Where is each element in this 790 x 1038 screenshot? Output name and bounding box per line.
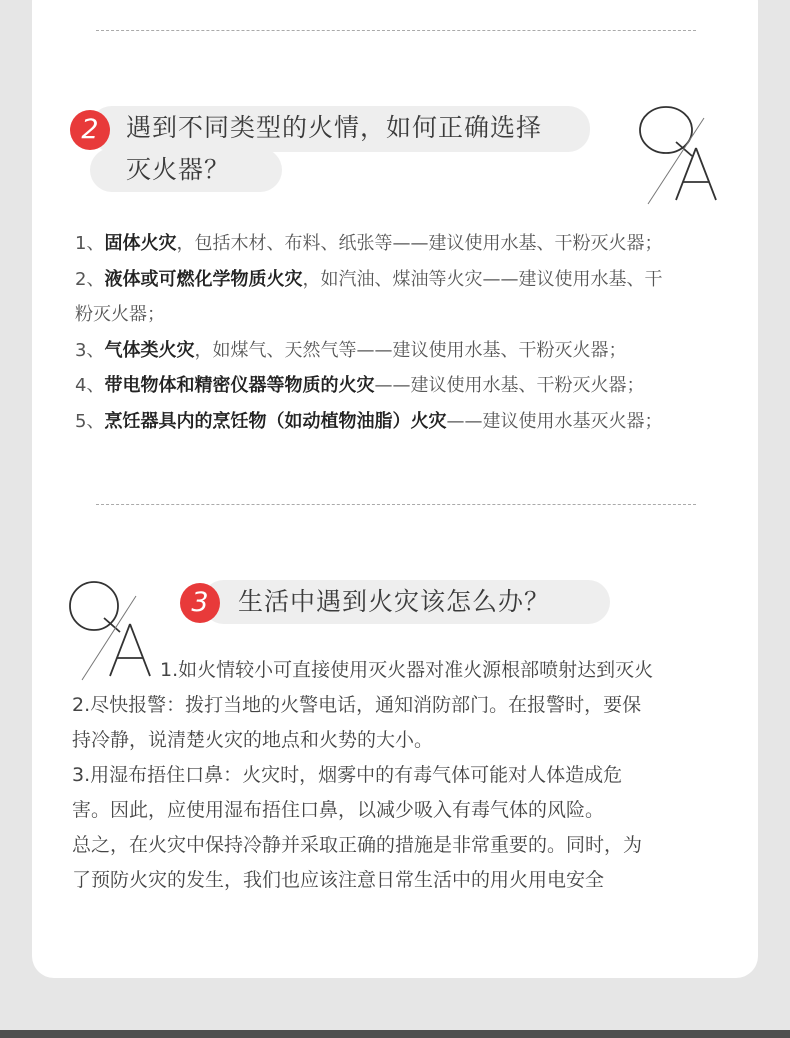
list-item: 3、气体类火灾，如煤气、天然气等——建议使用水基、干粉灭火器； [75, 339, 627, 361]
bottom-bar [0, 1030, 790, 1038]
list-item: 2、液体或可燃化学物质火灾，如汽油、煤油等火灾——建议使用水基、干 粉灭火器； [75, 268, 663, 325]
list-item: 5、烹饪器具内的烹饪物（如动植物油脂）火灾——建议使用水基灭火器； [75, 410, 663, 432]
paragraph-line: 1.如火情较小可直接使用灭火器对准火源根部喷射达到灭火 [160, 659, 654, 681]
list-item: 1、固体火灾，包括木材、布料、纸张等——建议使用水基、干粉灭火器； [75, 233, 663, 254]
paragraph-line: 3.用湿布捂住口鼻：火灾时，烟雾中的有毒气体可能对人体造成危 [72, 764, 623, 786]
qa-icon [64, 572, 156, 684]
paragraph-line: 持冷静，说清楚火灾的地点和火势的大小。 [72, 729, 434, 751]
qa-icon [632, 96, 722, 208]
section-number-badge: 3 [180, 583, 220, 623]
paragraph-line: 害。因此，应使用湿布捂住口鼻，以减少吸入有毒气体的风险。 [72, 799, 605, 821]
section-title: 生活中遇到火灾该怎么办？ [238, 587, 551, 616]
fire-type-list [75, 226, 725, 439]
section-title-line1: 遇到不同类型的火情，如何正确选择 [126, 113, 543, 142]
section-title-line2: 灭火器？ [126, 155, 231, 184]
section-number-badge: 2 [70, 110, 110, 150]
dashed-divider [96, 30, 696, 31]
paragraph-line: 了预防火灾的发生，我们也应该注意日常生活中的用火用电安全 [72, 869, 605, 891]
paragraph-line: 2.尽快报警：拨打当地的火警电话，通知消防部门。在报警时，要保 [72, 694, 642, 716]
paragraph-line: 总之，在火灾中保持冷静并采取正确的措施是非常重要的。同时，为 [72, 834, 643, 856]
dashed-divider [96, 504, 696, 505]
list-item: 4、带电物体和精密仪器等物质的火灾——建议使用水基、干粉灭火器； [75, 375, 645, 396]
